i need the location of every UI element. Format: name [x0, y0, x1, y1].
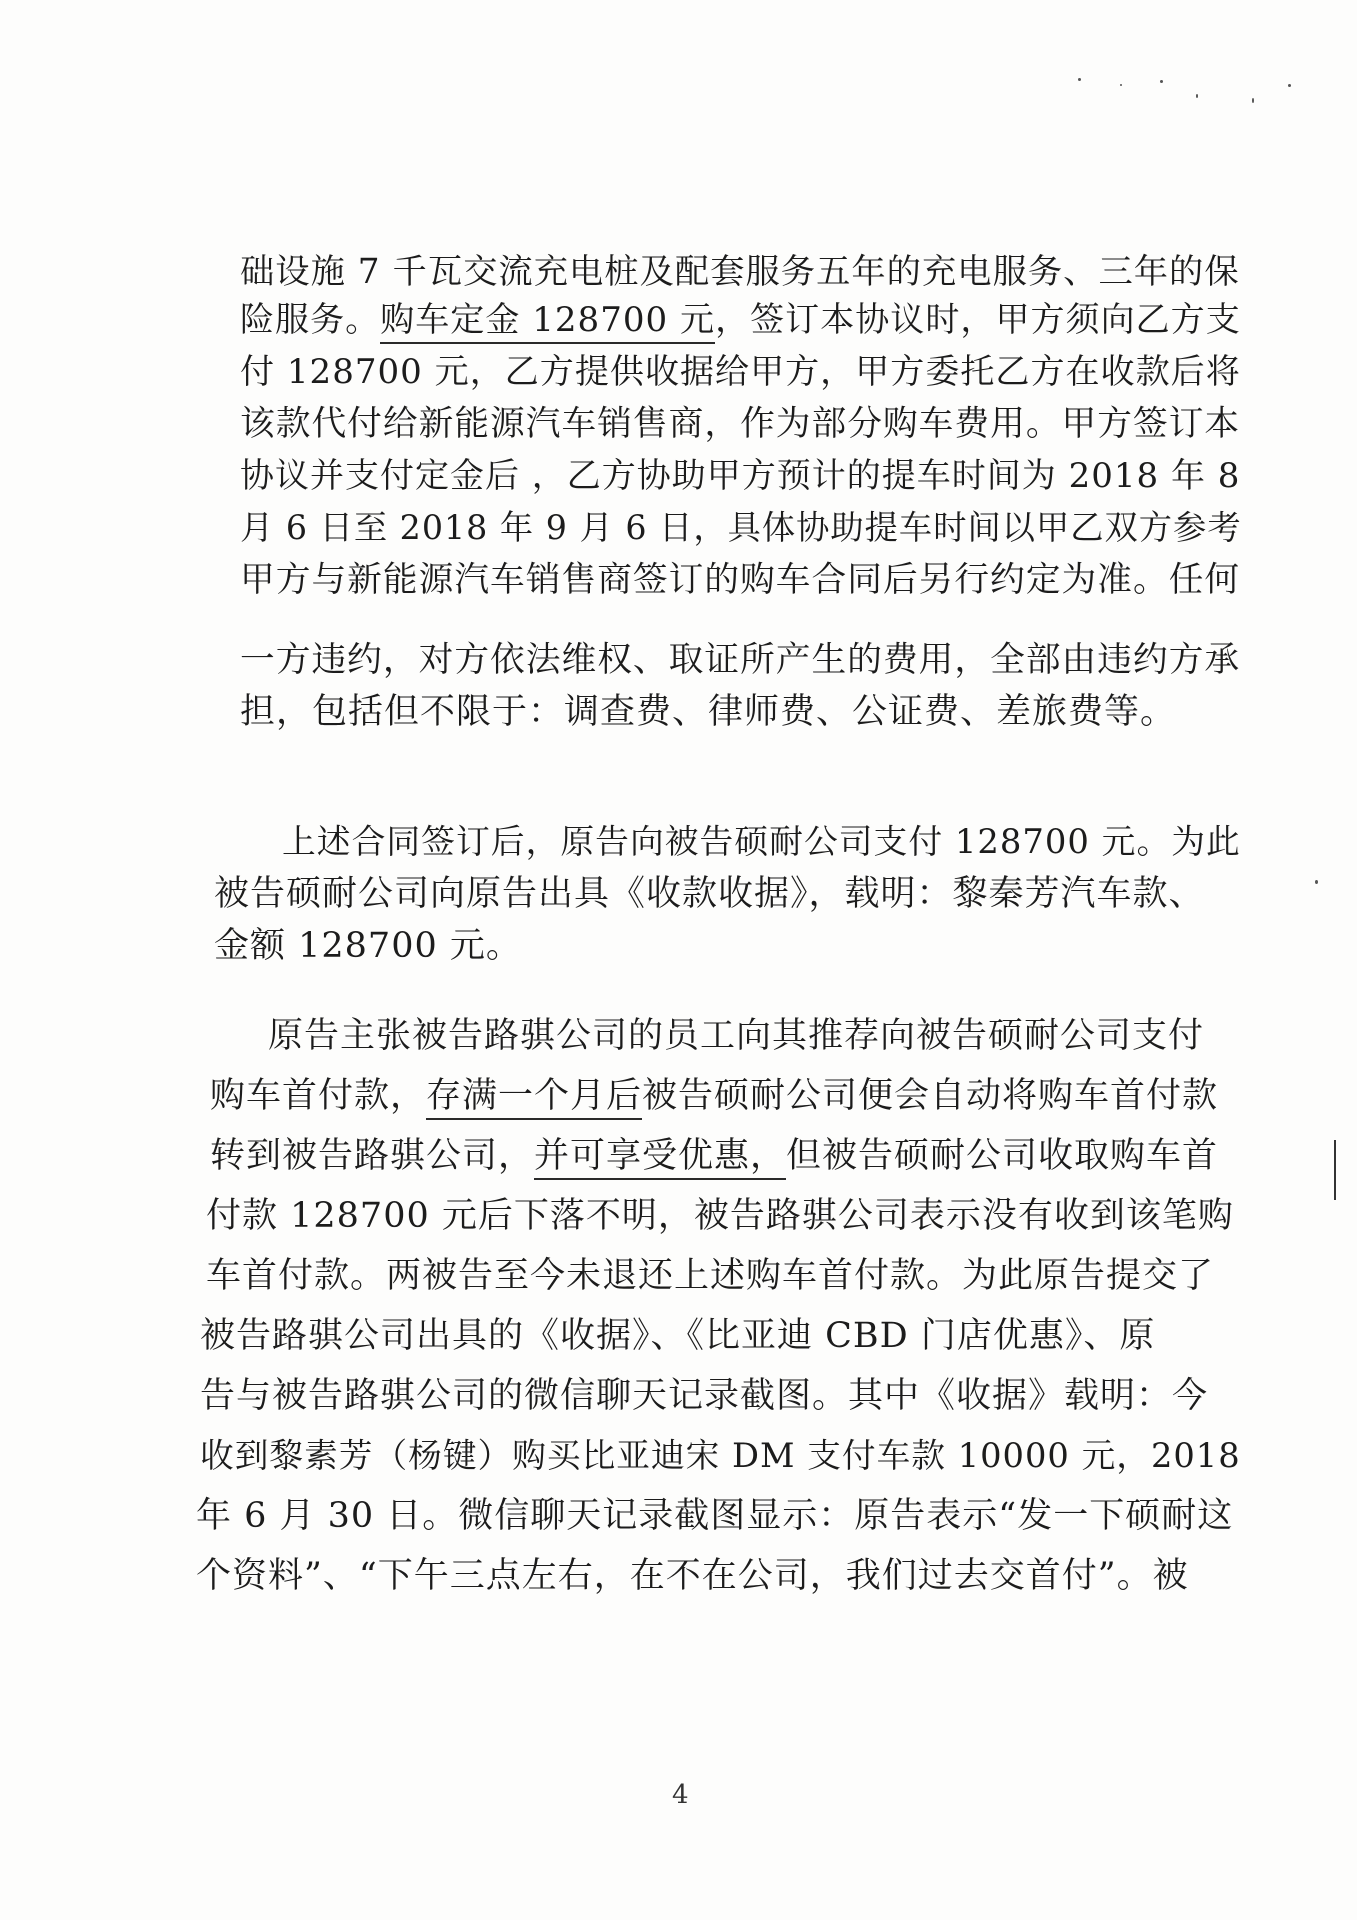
text-line: 个资料”、“下午三点左右，在不在公司，我们过去交首付”。被: [196, 1556, 1189, 1596]
text-line: 该款代付给新能源汽车销售商，作为部分购车费用。甲方签订本: [240, 404, 1241, 444]
text-line: 收到黎素芳（杨键）购买比亚迪宋 DM 支付车款 10000 元，2018: [200, 1436, 1241, 1475]
scan-speck: [1315, 880, 1318, 884]
scan-speck: [1078, 78, 1081, 81]
text-line: 协议并支付定金后 ，乙方协助甲方预计的提车时间为 2018 年 8: [240, 456, 1241, 496]
text-line: 一方违约，对方依法维权、取证所产生的费用，全部由违约方承: [240, 640, 1241, 680]
text-span: 转到被告路骐公司，: [210, 1136, 535, 1176]
text-line: 础设施 7 千瓦交流充电桩及配套服务五年的充电服务、三年的保: [240, 252, 1240, 292]
text-line: 被告硕耐公司向原告出具《收款收据》，载明：黎秦芳汽车款、: [214, 874, 1205, 914]
text-span: 被告硕耐公司便会自动将购车首付款: [642, 1076, 1219, 1116]
scan-speck: [1196, 94, 1198, 98]
scan-speck: [1252, 98, 1254, 103]
text-line: 担，包括但不限于：调查费、律师费、公证费、差旅费等。: [240, 692, 1177, 732]
text-line: 年 6 月 30 日。微信聊天记录截图显示：原告表示“发一下硕耐这: [196, 1496, 1234, 1536]
underlined-span: 并可享受优惠，: [534, 1136, 786, 1180]
text-span: 购车首付款，: [210, 1076, 427, 1116]
text-line: 被告路骐公司出具的《收据》、《比亚迪 CBD 门店优惠》、原: [200, 1316, 1156, 1356]
scan-speck: [1288, 84, 1291, 87]
text-span: ，签订本协议时，甲方须向乙方支: [715, 300, 1241, 340]
text-line: [210, 1134, 1218, 1178]
text-line: 告与被告路骐公司的微信聊天记录截图。其中《收据》载明：今: [200, 1376, 1209, 1416]
page-number: 4: [672, 1780, 689, 1810]
scan-speck: [1160, 80, 1163, 83]
text-line: 甲方与新能源汽车销售商签订的购车合同后另行约定为准。任何: [240, 560, 1241, 600]
text-line: 金额 128700 元。: [214, 926, 522, 966]
scan-margin-line: [1334, 1140, 1336, 1200]
underlined-span: 购车定金 128700 元: [380, 300, 715, 344]
text-line: 月 6 日至 2018 年 9 月 6 日，具体协助提车时间以甲乙双方参考: [240, 508, 1242, 547]
text-line: 付款 128700 元后下落不明，被告路骐公司表示没有收到该笔购: [206, 1196, 1234, 1236]
text-line: 原告主张被告路骐公司的员工向其推荐向被告硕耐公司支付: [268, 1016, 1205, 1056]
text-span: 但被告硕耐公司收取购车首: [786, 1136, 1219, 1176]
scan-speck: [1120, 84, 1122, 86]
text-line: 车首付款。两被告至今未退还上述购车首付款。为此原告提交了: [206, 1256, 1215, 1296]
underlined-span: 存满一个月后: [426, 1076, 642, 1120]
text-line: [210, 1074, 1218, 1118]
text-line: [240, 298, 1241, 342]
text-line: 上述合同签订后，原告向被告硕耐公司支付 128700 元。为此: [282, 822, 1241, 861]
text-span: 险服务。: [240, 300, 381, 340]
text-line: 付 128700 元，乙方提供收据给甲方，甲方委托乙方在收款后将: [240, 352, 1241, 392]
